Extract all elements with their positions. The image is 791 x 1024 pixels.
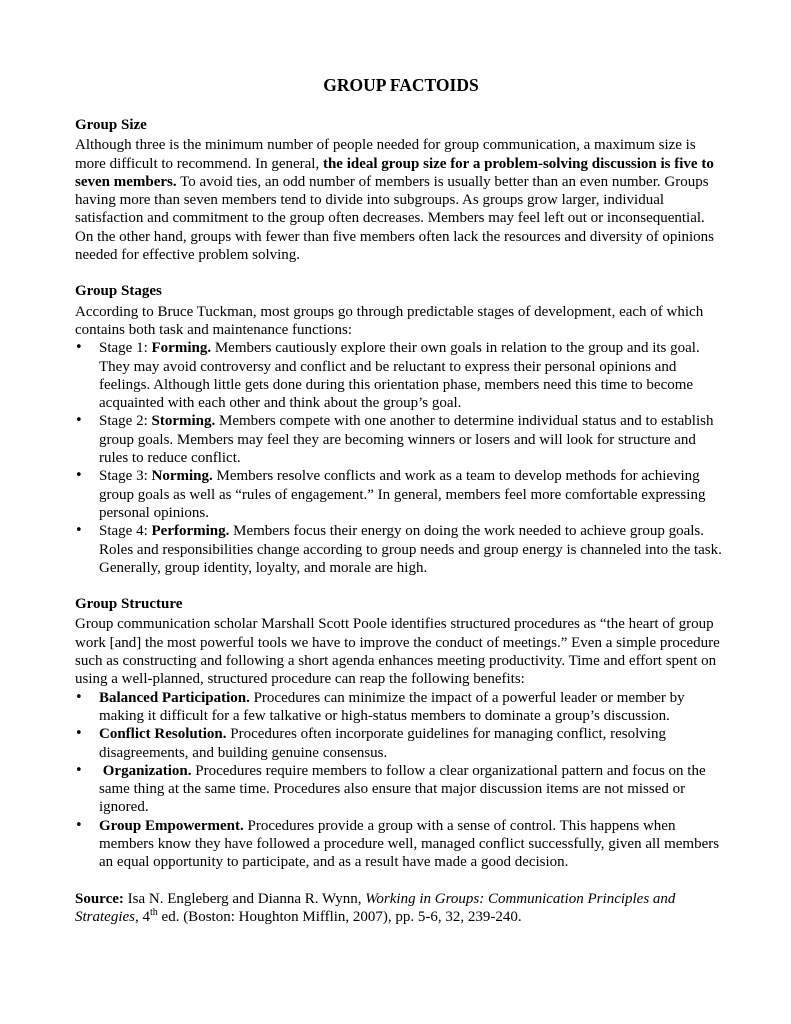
stage-prefix: Stage 4: — [99, 523, 152, 540]
stage-name: Forming. — [151, 340, 212, 357]
benefit-text: Procedures provide a group with a sense of control. This happens when members know they have followed a procedure well, managed conflict successfully, given all members an equal opportunity to participate, and as a result have made a good decision. — [99, 817, 720, 871]
stage-prefix: Stage 2: — [99, 413, 152, 430]
stage-text: Members focus their energy on doing the work needed to achieve group goals. Roles and responsibilities change according to group needs and group energy is channeled into the task. Generally, group identity, loyalty, and morale are high. — [99, 523, 722, 576]
list-item-benefit-4 — [75, 817, 725, 872]
benefit-name: Organization. — [99, 762, 192, 779]
section-heading-group-size: Group Size — [75, 117, 147, 133]
bullet-icon: • — [75, 762, 83, 778]
list-item-benefit-2 — [75, 725, 725, 762]
source-edition: , 4 — [135, 908, 150, 925]
stage-name: Performing. — [151, 523, 230, 540]
group-size-paragraph — [75, 136, 725, 264]
bullet-icon: • — [75, 523, 83, 539]
group-size-text-b: To avoid ties, an odd number of members is usually better than an even number. Groups having more than seven members tend to divide into subgroups. As groups grow larger, individual satisfaction and commitment to the group often decreases. Members may feel left out or inconsequential. On the other hand, groups with fewer than five members often lack the resources and diversity of opinions needed for effective problem solving. — [75, 173, 714, 264]
section-heading-group-stages: Group Stages — [75, 283, 162, 300]
section-group-structure — [75, 595, 725, 871]
source-publication: ed. (Boston: Houghton Mifflin, 2007), pp. 5-6, 32, 239-240. — [157, 908, 522, 925]
list-item-benefit-3 — [75, 762, 725, 817]
group-stages-intro: According to Bruce Tuckman, most groups go through predictable stages of development, each of which contains both task and maintenance functions: — [75, 303, 704, 338]
group-size-text-a: Although three is the minimum number of people needed for group communication, a maximum size is more difficult to recommend. In general, — [75, 137, 696, 172]
stage-prefix: Stage 3: — [99, 468, 152, 485]
source-book-title: Working in Groups: Communication Principles and Strategies — [75, 890, 676, 925]
section-group-stages — [75, 282, 725, 577]
section-group-size — [75, 116, 725, 264]
list-item-stage-2 — [75, 412, 725, 467]
bullet-icon: • — [75, 340, 83, 356]
bullet-icon: • — [75, 817, 83, 833]
list-item-stage-3 — [75, 467, 725, 522]
source-edition-suffix: th — [150, 906, 158, 918]
benefit-text: Procedures require members to follow a clear organizational pattern and focus on the same thing at the same time. Procedures also ensure that major discussion items are not missed or ignored. — [99, 762, 706, 816]
stage-text: Members compete with one another to determine individual status and to establish group goals. Members may feel they are becoming winners or losers and will look for structure and rules to reduce conflict. — [99, 413, 714, 467]
benefits-list — [75, 689, 725, 872]
page-title: GROUP FACTOIDS — [323, 75, 479, 95]
source-citation — [75, 890, 725, 927]
stage-name: Storming. — [151, 413, 216, 430]
list-item-stage-1 — [75, 339, 725, 412]
list-item-stage-4 — [75, 522, 725, 577]
stage-prefix: Stage 1: — [99, 340, 152, 357]
stages-list — [75, 339, 725, 577]
source-label: Source: — [75, 890, 124, 907]
stage-text: Members resolve conflicts and work as a team to develop methods for achieving group goals as well as “rules of engagement.” In general, members feel more comfortable expressing personal opinions. — [99, 468, 706, 521]
benefit-name: Balanced Participation. — [99, 689, 250, 706]
benefit-text: Procedures can minimize the impact of a powerful leader or member by making it difficult for a few talkative or high-status members to dominate a group’s discussion. — [99, 689, 685, 724]
document-page — [75, 74, 725, 926]
list-item-benefit-1 — [75, 689, 725, 726]
bullet-icon: • — [75, 726, 83, 742]
bullet-icon: • — [75, 413, 83, 429]
stage-text: Members cautiously explore their own goals in relation to the group and its goal. They may avoid controversy and conflict and be reluctant to express their personal opinions and feelings. Although little gets done during this orientation phase, members need this time to become acquainted with each other and think about the group’s goal. — [99, 340, 700, 412]
group-size-emphasis: the ideal group size for a problem-solving discussion is five to seven members. — [75, 155, 714, 190]
bullet-icon: • — [75, 689, 83, 705]
stage-name: Norming. — [151, 468, 213, 485]
benefit-name: Group Empowerment. — [99, 817, 244, 834]
benefit-name: Conflict Resolution. — [99, 726, 227, 743]
benefit-text: Procedures often incorporate guidelines for managing conflict, resolving disagreements, and building genuine consensus. — [99, 726, 666, 761]
source-authors: Isa N. Engleberg and Dianna R. Wynn, — [123, 890, 366, 907]
section-heading-group-structure: Group Structure — [75, 596, 183, 613]
group-structure-intro: Group communication scholar Marshall Scott Poole identifies structured procedures as “the heart of group work [and] the most powerful tools we have to improve the conduct of meetings.” Even a simple procedure such as constructing and following a short agenda enhances meeting productivity. Time and effort spent on using a well-planned, structured procedure can reap the following benefits: — [75, 616, 720, 688]
bullet-icon: • — [75, 468, 83, 484]
